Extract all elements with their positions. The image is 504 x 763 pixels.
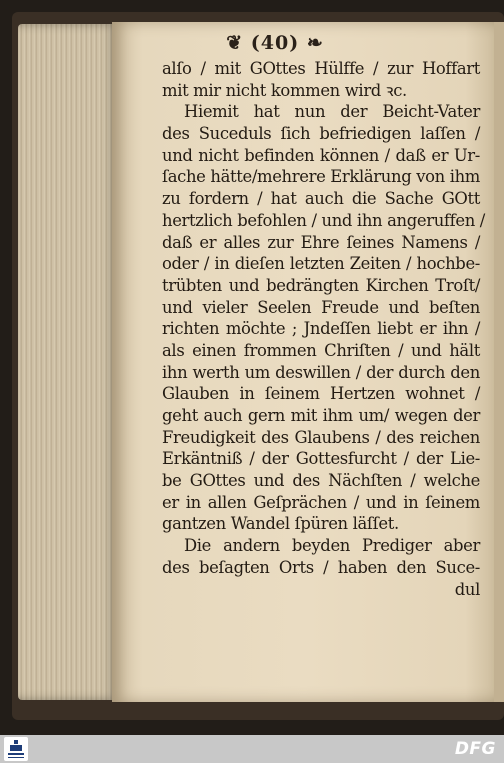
text-line: hertzlich befohlen / und ihn angeruffen / [162,210,485,230]
text-line: Glauben in ſeinem Hertzen wohnet / [162,384,480,404]
page-stack-edges [18,24,118,700]
text-line: alſo / mit GOttes Hülffe / zur Hoffart [162,59,480,78]
text-line: ihn werth um deswillen / der durch den [162,362,480,382]
catchword: dul [454,579,480,599]
text-line: richten möchte ; Jndeſſen liebt er ihn / [162,319,480,339]
page-number: (40) [250,32,300,54]
text-line: und nicht befinden können / daß er Ur- [162,145,480,165]
text-line: mit mir nicht kommen wird ꝛc. [162,80,407,100]
text-line: Hiemit hat nun der Beicht-Vater [184,102,480,122]
text-line: trübten und bedrängten Kirchen Troſt/ [162,275,480,295]
text-line: des Suceduls ſich befriedigen laſſen / [162,124,480,144]
text-line: als einen frommen Chriſten / und hält [162,340,480,360]
text-line: geht auch gern mit ihm um/ wegen der [162,406,480,425]
body-text [162,58,485,600]
text-line: ſache hätte/mehrere Erklärung von ihm [162,167,480,187]
text-line: er in allen Geſprächen / und in ſeinem [162,492,480,512]
page-header [150,32,400,56]
text-line: Freudigkeit des Glaubens / des reichen [162,427,480,447]
text-line: und vieler Seelen Freude und beſten [162,297,480,317]
text-line: daß er alles zur Ehre ſeines Namens / [162,232,480,252]
text-line: des beſagten Orts / haben den Suce- [162,557,480,577]
viewer-footer [0,735,504,763]
header-ornament-right-icon: ❧ [306,32,324,54]
text-line: Erkäntniß / der Gottesfurcht / der Lie- [162,449,480,469]
text-line: Die andern beyden Prediger aber [184,536,480,556]
dfg-logo: DFG [454,739,496,759]
library-logo-icon [4,737,28,761]
text-line: gantzen Wandel ſpüren läſſet. [162,514,399,534]
text-line: zu fordern / hat auch die Sache GOtt [162,189,480,209]
page-right-edge [494,22,504,702]
text-line: oder / in dieſen letzten Zeiten / hochbe- [162,254,480,274]
header-ornament-left-icon: ❦ [226,32,244,54]
text-line: be GOttes und des Nächſten / welche [162,471,480,491]
